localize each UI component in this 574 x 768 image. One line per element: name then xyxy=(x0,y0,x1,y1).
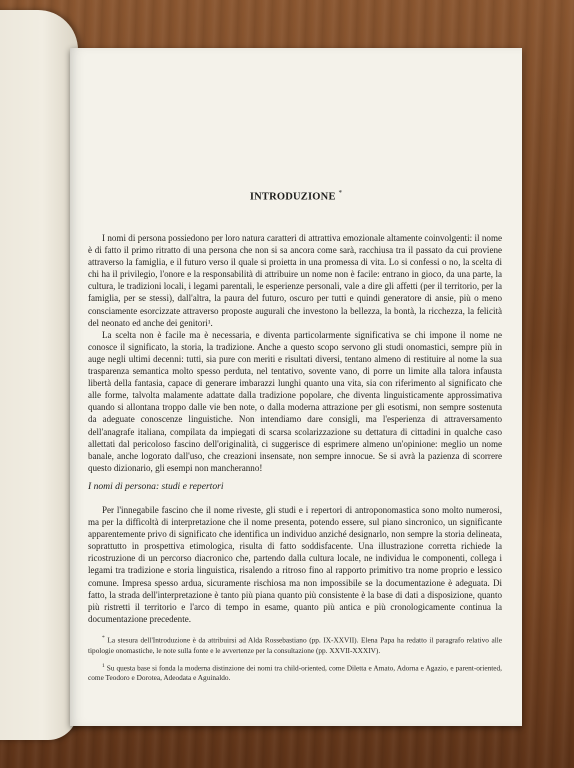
footnote-1-mark: 1 xyxy=(102,662,105,669)
footnote-star-mark: * xyxy=(102,635,105,641)
section-heading: I nomi di persona: studi e repertori xyxy=(88,481,224,492)
footnotes xyxy=(88,633,502,683)
footnote-1-text: Su questa base si fonda la moderna distinzione dei nomi tra child-oriented, come Diletta e Amato, Adorna e Agazio, e parent-oriented, come Teodoro e Dorotea, Adeodata e Aguinaldo. xyxy=(88,663,502,683)
intro-paragraph-1: I nomi di persona possiedono per loro natura caratteri di attrattiva emozionale altamente coinvolgenti: il nome è di fatto il primo ritratto di una persona che non si sa ancora come sarà, racchiusa tra il passato da cui proviene attraverso la famiglia, e il futuro verso il quale si proietta in una promessa di vita. Lo si confessi o no, la scelta di chi ha il privilegio, l'onore e la responsabilità di attribuire un nome non è facile: entrano in gioco, da una parte, la cultura, le tradizioni locali, i legami parentali, le esperienze personali, vale a dire gli affetti (per il territorio, per la famiglia, per se stessi), dall'altra, la paura del futuro, oscuro per tutti e quindi generatore di ansie, più o meno consciamente esorcizzate attraverso proposte augurali che investono la bellezza, la bontà, la ricchezza, la felicità del neonato ed anche dei genitori¹. xyxy=(88,233,502,328)
left-page-edge xyxy=(0,10,78,740)
title-text: INTRODUZIONE xyxy=(249,191,336,203)
section-paragraph: Per l'innegabile fascino che il nome riveste, gli studi e i repertori di antroponomastica sono molto numerosi, ma per la difficoltà di interpretazione che il nome presenta, potendo essere, sul piano sincronico, un significante apparentemente privo di significato che identifica un individuo anziché designarlo, non sempre la storia delineata, soprattutto in prospettiva etimologica, risulta di fatto soddisfacente. Una illustrazione corretta richiede la ricostruzione di un percorso diacronico che, partendo dalla cultura locale, ne individua le componenti, collega i legami tra tradizione e storia linguistica, risalendo a ritroso fino al rapporto primitivo tra nome proprio e lessico comune. Impresa spesso ardua, sicuramente rischiosa ma non impossibile se la documentazione è adeguata. Di fatto, la strada dell'interpretazione è tanto più piana quanto più consistente è la base di dati a disposizione, quanto più ristretti il territorio e l'arco di tempo in esame, quanto più antica e più cronologicamente continua la documentazione precedente. xyxy=(88,505,502,624)
title-footnote-mark: * xyxy=(338,189,343,197)
intro-paragraph-2: La scelta non è facile ma è necessaria, e diventa particolarmente significativa se chi impone il nome ne conosce il significato, la storia, la tradizione. Anche a questo scopo servono gli studi onomastici, sempre più in auge negli ultimi decenni: tutti, sia pure con meriti e risultati diversi, tentano almeno di restituire al nome la sua trasparenza semantica molto spesso perduta, nel tentativo, sovente vano, di porre un limite alla talora infausta libertà della fantasia, capace di generare imbarazzi lunghi quanto una vita, sia con riferimento al significato che alle forme, talvolta malamente adattate dalla tradizione popolare, che diventa linguisticamente approssimativa quando si allontana troppo dalle vie ben note, o dalla moderna attrazione per gli esotismi, non sempre sostenuta da adeguate conoscenze linguistiche. Non intendiamo dare consigli, ma l'esperienza di attraversamento dell'anagrafe italiana, compilata da impiegati di scarsa scolarizzazione su dettatura di cittadini in qualche caso allettati dal pericoloso fascino dell'originalità, ci suggerisce di esprimere almeno un'opinione: meglio un nome banale, anche logorato dall'uso, che creazioni insensate, non sempre innocue. Se si avrà la pazienza di scorrere questo dizionario, gli esempi non mancheranno! xyxy=(88,329,502,473)
page-title xyxy=(70,189,522,203)
footnote-star-text: La stesura dell'Introduzione è da attribuirsi ad Alda Rossebastiano (pp. IX-XXVII). Elena Papa ha redatto il paragrafo relativo alle tipologie onomastiche, le note sulla fonte e le avvertenze per la consultazione (pp. XXVII-XXXIV). xyxy=(88,635,502,655)
section-body xyxy=(88,504,502,625)
intro-body xyxy=(88,232,502,474)
book-page xyxy=(70,48,522,726)
footnote-star xyxy=(88,633,502,656)
footnote-1 xyxy=(88,661,502,684)
